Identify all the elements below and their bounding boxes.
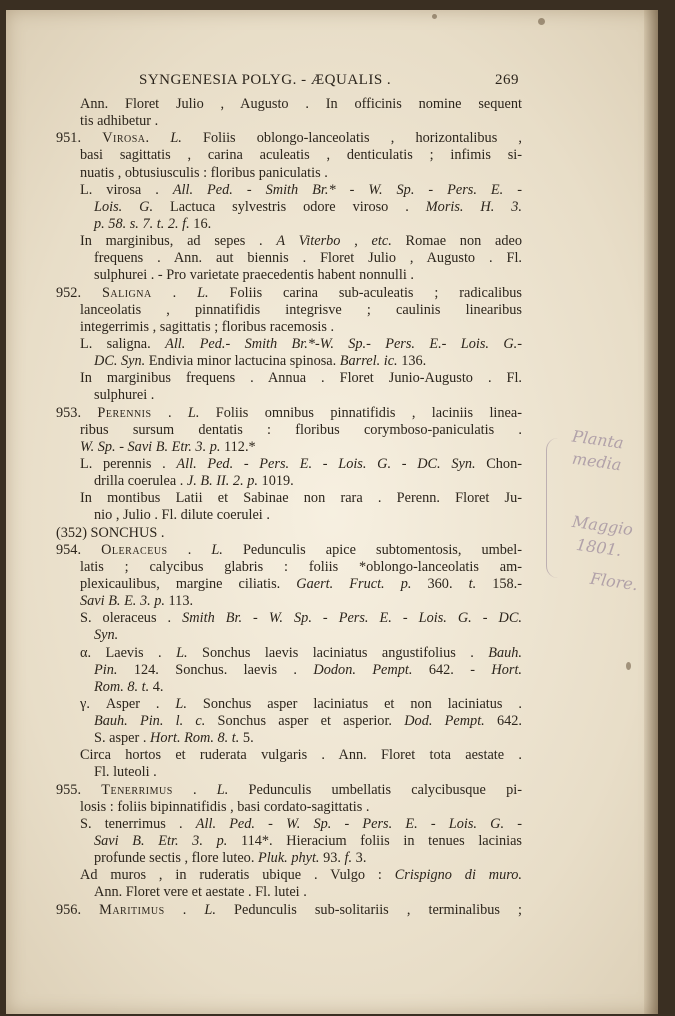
- species-name: Saligna: [101, 284, 152, 301]
- line-segment: 956.: [56, 901, 100, 918]
- citation-text: t.: [468, 575, 477, 592]
- text-line: [56, 250, 522, 267]
- line-segment: In marginibus, ad sepes .: [80, 233, 277, 250]
- line-segment: Foliis oblongo-lanceolatis , horizontalibus ,: [181, 130, 522, 147]
- citation-text: All. Ped.- Smith Br.*-W. Sp.- Pers. E.- Lois. G.-: [165, 335, 522, 352]
- line-segment: Foliis carina sub-aculeatis ; radicalibus: [208, 284, 522, 301]
- text-line: [56, 439, 522, 456]
- text-line: [56, 130, 522, 147]
- species-name: Tenerrimus: [101, 781, 173, 798]
- line-segment: 114*. Hieracium foliis in tenues lacinias: [227, 833, 522, 850]
- handwritten-note: Maggio: [570, 511, 635, 540]
- line-segment: Ann. Floret Julio , Augusto . In officinis nomine sequent: [80, 96, 522, 112]
- text-line: [56, 456, 522, 473]
- citation-text: Pluk. phyt.: [257, 850, 320, 867]
- citation-text: L.: [197, 284, 209, 301]
- text-line: [56, 867, 522, 884]
- citation-text: All. Ped. - Smith Br.* - W. Sp. - Pers. E. -: [172, 181, 522, 198]
- line-segment: Fl. luteoli .: [94, 764, 157, 781]
- handwritten-note: media: [570, 448, 623, 475]
- text-line: [56, 267, 522, 284]
- citation-text: L.: [211, 541, 223, 558]
- line-segment: Chon-: [475, 455, 522, 472]
- line-segment: In montibus Latii et Sabinae non rara . Perenn. Floret Ju-: [80, 490, 522, 507]
- line-segment: 124. Sonchus. laevis .: [117, 661, 314, 678]
- text-line: [56, 353, 522, 370]
- line-segment: nuatis , obtusiusculis : floribus paniculatis .: [80, 164, 328, 181]
- line-segment: 3.: [352, 850, 367, 867]
- citation-text: Pin.: [94, 661, 118, 678]
- page-gutter-shadow: [644, 10, 658, 1014]
- line-segment: L. virosa .: [80, 181, 173, 198]
- text-line: [56, 610, 522, 627]
- text-line: [56, 387, 522, 404]
- text-line: [56, 576, 522, 593]
- citation-text: Gaert. Fruct. p.: [296, 575, 412, 592]
- citation-text: DC. Syn.: [94, 353, 146, 370]
- citation-text: Barrel. ic.: [339, 353, 398, 370]
- line-segment: S. asper .: [94, 730, 150, 747]
- citation-text: Bauh.: [488, 644, 522, 661]
- citation-text: L.: [216, 781, 229, 798]
- text-line: [56, 96, 522, 113]
- line-segment: .: [164, 901, 205, 918]
- paper-spot: [432, 14, 437, 19]
- line-segment: Lactuca sylvestris odore viroso .: [153, 198, 426, 215]
- text-line: [56, 884, 522, 901]
- line-segment: Endivia minor lactucina spinosa.: [145, 353, 340, 370]
- text-line: [56, 764, 522, 781]
- line-segment: sulphurei .: [94, 387, 155, 404]
- paper-spot: [626, 662, 631, 670]
- handwritten-note: Flore.: [588, 568, 640, 595]
- line-segment: 16.: [189, 215, 212, 232]
- citation-text: Dod. Pempt.: [404, 713, 485, 730]
- line-segment: 93.: [319, 850, 345, 867]
- handwritten-note: 1801.: [574, 534, 623, 561]
- line-segment: latis ; calycibus glabris : foliis *oblongo-lanceolatis am-: [80, 558, 522, 575]
- citation-text: L.: [175, 695, 187, 712]
- text-line: [56, 370, 522, 387]
- citation-text: J. B. II. 2. p.: [186, 473, 258, 490]
- page-number: 269: [495, 72, 519, 88]
- line-segment: 953.: [56, 404, 98, 421]
- text-line: [56, 627, 522, 644]
- citation-text: f.: [344, 850, 353, 867]
- text-line: [56, 559, 522, 576]
- line-segment: drilla coerulea .: [94, 473, 187, 490]
- citation-text: etc.: [371, 233, 392, 250]
- citation-text: L.: [176, 644, 188, 661]
- line-segment: .: [172, 781, 217, 798]
- text-line: [56, 696, 522, 713]
- line-segment: γ. Asper .: [80, 695, 176, 712]
- line-segment: lanceolatis , pinnatifidis integrisve ; caulinis linearibus: [80, 301, 522, 318]
- text-line: [56, 782, 522, 799]
- citation-text: All. Ped. - W. Sp. - Pers. E. - Lois. G. -: [195, 815, 522, 832]
- citation-text: W. Sp. - Savi B. Etr. 3. p.: [80, 438, 221, 455]
- line-segment: ribus sursum dentatis : floribus corymboso-paniculatis .: [80, 421, 522, 438]
- citation-text: Smith Br. - W. Sp. - Pers. E. - Lois. G. - DC.: [182, 610, 522, 627]
- line-segment: losis : foliis bipinnatifidis , basi cordato-sagittatis .: [80, 798, 370, 815]
- citation-text: Syn.: [94, 627, 119, 644]
- line-segment: 642.: [484, 713, 522, 730]
- text-line: [56, 525, 522, 542]
- line-segment: Sonchus laevis laciniatus angustifolius .: [187, 644, 489, 661]
- line-segment: Ad muros , in ruderatis ubique . Vulgo :: [80, 867, 395, 884]
- line-segment: 112.*: [220, 438, 256, 455]
- line-segment: .: [167, 541, 212, 558]
- text-line: [56, 747, 522, 764]
- line-segment: 4.: [149, 678, 164, 695]
- line-segment: Sonchus asper laciniatus et non laciniatus .: [186, 695, 522, 712]
- line-segment: Foliis omnibus pinnatifidis , laciniis linea-: [199, 404, 522, 421]
- running-title: SYNGENESIA POLYG. - ÆQUALIS .: [139, 72, 392, 88]
- line-segment: α. Laevis .: [80, 644, 177, 661]
- text-line: [56, 593, 522, 610]
- line-segment: L. perennis .: [80, 455, 177, 472]
- line-segment: 955.: [56, 781, 102, 798]
- text-line: [56, 850, 522, 867]
- line-segment: ,: [340, 233, 372, 250]
- text-line: [56, 216, 522, 233]
- citation-text: Dodon. Pempt.: [313, 661, 413, 678]
- text-line: [56, 730, 522, 747]
- text-line: [56, 319, 522, 336]
- line-segment: 158.-: [476, 575, 522, 592]
- text-line: [56, 507, 522, 524]
- line-segment: (352) SONCHUS .: [56, 524, 165, 541]
- text-line: [56, 199, 522, 216]
- citation-text: L.: [170, 130, 182, 147]
- citation-text: Lois. G.: [94, 198, 154, 215]
- line-segment: 642. -: [412, 661, 492, 678]
- line-segment: frequens . Ann. aut biennis . Floret Julio , Augusto . Fl.: [94, 250, 522, 267]
- citation-text: Rom. 8. t.: [94, 678, 150, 695]
- text-line: [56, 490, 522, 507]
- text-line: [56, 833, 522, 850]
- line-segment: nio , Julio . Fl. dilute coerulei .: [94, 507, 270, 524]
- line-segment: basi sagittatis , carina aculeatis , denticulatis ; infimis si-: [80, 147, 522, 164]
- line-segment: Pedunculis apice subtomentosis, umbel-: [222, 541, 522, 558]
- handwritten-note: Planta: [570, 426, 625, 453]
- citation-text: Savi B. E. 3. p.: [80, 593, 165, 610]
- species-name: Oleraceus: [101, 541, 168, 558]
- text-line: [56, 645, 522, 662]
- line-segment: In marginibus frequens . Annua . Floret Junio-Augusto . Fl.: [80, 370, 522, 387]
- citation-text: p. 58. s. 7. t. 2. f.: [94, 215, 190, 232]
- citation-text: Hort. Rom. 8. t.: [150, 730, 240, 747]
- line-segment: .: [151, 404, 188, 421]
- citation-text: Hort.: [491, 661, 522, 678]
- text-line: [56, 816, 522, 833]
- line-segment: S. oleraceus .: [80, 610, 183, 627]
- line-segment: tis adhibetur .: [80, 113, 159, 130]
- line-segment: Circa hortos et ruderata vulgaris . Ann. Floret tota aestate .: [80, 747, 522, 764]
- line-segment: 952.: [56, 284, 102, 301]
- line-segment: 113.: [164, 593, 194, 610]
- text-line: [56, 713, 522, 730]
- line-segment: Pedunculis sub-solitariis , terminalibus ;: [215, 901, 522, 918]
- line-segment: 136.: [397, 353, 427, 370]
- line-segment: Sonchus asper et asperior.: [205, 713, 405, 730]
- text-line: [56, 902, 522, 919]
- species-name: Virosa: [102, 130, 146, 147]
- book-page: [6, 10, 658, 1014]
- line-segment: 954.: [56, 541, 102, 558]
- citation-text: L.: [187, 404, 200, 421]
- citation-text: Moris. H. 3.: [425, 198, 522, 215]
- citation-text: Bauh. Pin. l. c.: [94, 713, 206, 730]
- text-line: [56, 799, 522, 816]
- line-segment: Pedunculis umbellatis calycibusque pi-: [228, 781, 522, 798]
- text-line: [56, 147, 522, 164]
- line-segment: S. tenerrimus .: [80, 815, 196, 832]
- text-line: [56, 679, 522, 696]
- text-line: [56, 113, 522, 130]
- line-segment: Ann. Floret vere et aestate . Fl. lutei .: [94, 884, 307, 901]
- line-segment: .: [145, 130, 171, 147]
- text-line: [56, 422, 522, 439]
- species-name: Perennis: [97, 404, 152, 421]
- line-segment: 1019.: [257, 473, 294, 490]
- text-line: [56, 182, 522, 199]
- paper-spot: [538, 18, 545, 25]
- line-segment: plexicaulibus, margine ciliatis.: [80, 575, 297, 592]
- text-line: [56, 165, 522, 182]
- text-line: [56, 285, 522, 302]
- citation-text: Crispigno di muro.: [394, 867, 522, 884]
- line-segment: 951.: [56, 130, 103, 147]
- citation-text: L.: [204, 901, 216, 918]
- running-header: [139, 72, 519, 89]
- text-line: [56, 405, 522, 422]
- handwritten-brace: [546, 438, 567, 578]
- species-name: Maritimus: [99, 901, 165, 918]
- text-line: [56, 662, 522, 679]
- line-segment: 360.: [411, 575, 469, 592]
- line-segment: 5.: [239, 730, 254, 747]
- line-segment: sulphurei . - Pro varietate praecedentis habent nonnulli .: [94, 267, 414, 284]
- citation-text: A Viterbo: [276, 233, 341, 250]
- text-line: [56, 473, 522, 490]
- line-segment: profunde sectis , flore luteo.: [94, 850, 258, 867]
- line-segment: Romae non adeo: [391, 233, 522, 250]
- text-line: [56, 302, 522, 319]
- citation-text: All. Ped. - Pers. E. - Lois. G. - DC. Syn.: [176, 455, 476, 472]
- text-line: [56, 542, 522, 559]
- line-segment: L. saligna.: [80, 335, 166, 352]
- citation-text: Savi B. Etr. 3. p.: [94, 833, 228, 850]
- page-body-text: [56, 96, 522, 919]
- text-line: [56, 336, 522, 353]
- line-segment: .: [151, 284, 198, 301]
- line-segment: integerrimis , sagittatis ; floribus racemosis .: [80, 318, 335, 335]
- text-line: [56, 233, 522, 250]
